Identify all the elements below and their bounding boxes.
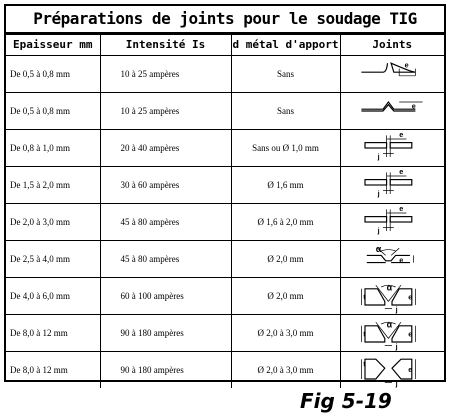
square-butt-gap-joint-icon (356, 204, 428, 240)
metal-apport-cell: Ø 2,0 à 3,0 mm (231, 315, 340, 352)
header-intensite: Intensité Is (100, 35, 231, 56)
svg-text:e: e (399, 204, 404, 214)
intensite-cell: 45 à 80 ampères (100, 241, 231, 278)
svg-text:α: α (376, 243, 382, 254)
square-butt-gap-joint-icon (356, 167, 428, 203)
intensite-cell: 60 à 100 ampères (100, 278, 231, 315)
intensite-cell: 10 à 25 ampères (100, 93, 231, 130)
svg-text:j: j (377, 151, 380, 161)
table-row (6, 204, 444, 241)
svg-text:e: e (408, 292, 413, 302)
flanged-butt-joint-icon (356, 56, 428, 92)
svg-text:α: α (386, 319, 393, 330)
metal-apport-cell: Ø 1,6 à 2,0 mm (231, 204, 340, 241)
v-groove-joint-icon (356, 241, 428, 277)
table-row (6, 130, 444, 167)
intensite-cell: 90 à 180 ampères (100, 352, 231, 389)
joint-diagram-cell (340, 352, 444, 389)
metal-apport-cell: Ø 2,0 mm (231, 278, 340, 315)
epaisseur-cell: De 0,5 à 0,8 mm (6, 56, 100, 93)
joint-diagram-cell (340, 204, 444, 241)
intensite-cell: 45 à 80 ampères (100, 204, 231, 241)
joint-preparation-table (6, 34, 444, 388)
epaisseur-cell: De 2,0 à 3,0 mm (6, 204, 100, 241)
svg-text:t: t (363, 329, 366, 339)
joint-diagram-cell (340, 241, 444, 278)
intensite-cell: 10 à 25 ampères (100, 56, 231, 93)
metal-apport-cell: Sans (231, 56, 340, 93)
svg-text:e: e (399, 130, 404, 140)
x-groove-joint-icon (356, 352, 428, 388)
metal-apport-cell: Sans ou Ø 1,0 mm (231, 130, 340, 167)
joint-preparation-table-frame (4, 4, 446, 388)
svg-text:e: e (399, 255, 404, 265)
figure-caption: Fig 5-19 (300, 389, 392, 413)
table-title: Préparations de joints pour le soudage TIG (6, 6, 444, 34)
epaisseur-cell: De 8,0 à 12 mm (6, 315, 100, 352)
table-row (6, 56, 444, 93)
svg-text:α: α (386, 282, 393, 293)
table-row (6, 241, 444, 278)
metal-apport-cell: Ø 2,0 à 3,0 mm (231, 352, 340, 389)
epaisseur-cell: De 2,5 à 4,0 mm (6, 241, 100, 278)
table-row (6, 167, 444, 204)
epaisseur-cell: De 0,5 à 0,8 mm (6, 93, 100, 130)
svg-text:e: e (412, 101, 417, 111)
square-butt-gap-joint-icon (356, 130, 428, 166)
v-groove-root-face-joint-icon (356, 278, 428, 314)
header-epaisseur: Epaisseur mm (6, 35, 100, 56)
table-header-row (6, 35, 444, 56)
joint-diagram-cell (340, 93, 444, 130)
epaisseur-cell: De 8,0 à 12 mm (6, 352, 100, 389)
svg-text:e: e (408, 329, 413, 339)
metal-apport-cell: Ø 2,0 mm (231, 241, 340, 278)
flanged-edge-joint-icon (356, 93, 428, 129)
metal-apport-cell: Sans (231, 93, 340, 130)
svg-text:t: t (363, 359, 366, 369)
table-row (6, 315, 444, 352)
joint-diagram-cell (340, 56, 444, 93)
svg-text:j: j (377, 188, 380, 198)
intensite-cell: 90 à 180 ampères (100, 315, 231, 352)
joint-diagram-cell (340, 315, 444, 352)
epaisseur-cell: De 1,5 à 2,0 mm (6, 167, 100, 204)
intensite-cell: 20 à 40 ampères (100, 130, 231, 167)
metal-apport-cell: Ø 1,6 mm (231, 167, 340, 204)
svg-text:j: j (377, 225, 380, 235)
svg-text:j: j (395, 305, 398, 314)
svg-text:t: t (363, 292, 366, 302)
svg-text:e: e (404, 60, 409, 70)
joint-diagram-cell (340, 130, 444, 167)
svg-text:j: j (395, 342, 398, 351)
v-groove-root-face-joint-icon (356, 315, 428, 351)
header-metal-apport: d métal d'apport (231, 35, 340, 56)
epaisseur-cell: De 0,8 à 1,0 mm (6, 130, 100, 167)
table-row (6, 93, 444, 130)
joint-diagram-cell (340, 167, 444, 204)
intensite-cell: 30 à 60 ampères (100, 167, 231, 204)
svg-text:j: j (395, 379, 398, 388)
table-row (6, 278, 444, 315)
joint-diagram-cell (340, 278, 444, 315)
table-row (6, 352, 444, 389)
epaisseur-cell: De 4,0 à 6,0 mm (6, 278, 100, 315)
header-joints: Joints (340, 35, 444, 56)
svg-text:e: e (399, 167, 404, 177)
svg-text:e: e (408, 364, 413, 374)
